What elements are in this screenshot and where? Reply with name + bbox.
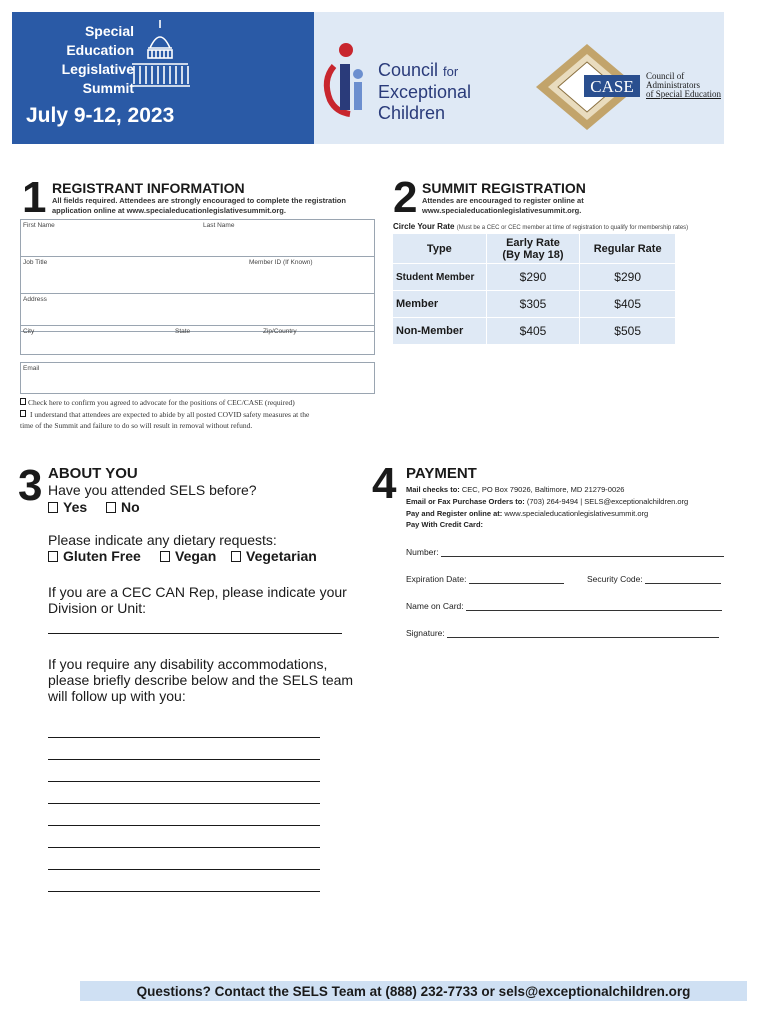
advocacy-checkbox[interactable] [20, 397, 370, 408]
rate-table [392, 233, 676, 345]
mail-checks-line [406, 484, 624, 495]
question-line: please briefly describe below and the SELS team [48, 672, 354, 688]
regular-rate[interactable]: $405 [580, 291, 676, 318]
column-header: Type [393, 234, 487, 264]
answer-line[interactable] [48, 891, 320, 892]
checkbox-label: Check here to confirm you agreed to advocate for the positions of CEC/CASE (required) [28, 398, 295, 407]
answer-line[interactable] [48, 737, 320, 738]
checkbox-icon[interactable] [160, 551, 170, 562]
question-line: If you require any disability accommodations, [48, 656, 328, 672]
field-label: Job Title [23, 259, 48, 266]
table-row[interactable] [393, 264, 676, 291]
option-label: Yes [63, 499, 88, 515]
circle-rate-title: Circle Your Rate [393, 222, 455, 231]
summit-title-line: Special [84, 23, 134, 39]
section-title: PAYMENT [406, 465, 477, 482]
field-label: Address [23, 296, 47, 303]
section-number: 2 [393, 173, 418, 222]
credit-card-heading [406, 519, 483, 530]
column-header [486, 234, 580, 264]
case-abbr: CASE [590, 77, 634, 96]
option-label: No [121, 499, 140, 515]
section-number: 1 [22, 173, 47, 222]
name-on-card-field[interactable] [406, 601, 722, 611]
circle-rate-label [393, 222, 688, 231]
field-label: Number: [406, 547, 439, 557]
question-accommodations [48, 656, 353, 704]
checkbox-icon[interactable] [20, 398, 26, 405]
section-number: 3 [18, 461, 43, 510]
checkbox-label: I understand that attendees are expected to abide by all posted COVID safety measures at the [30, 410, 310, 419]
cec-line-small: for [443, 64, 459, 79]
security-code-line[interactable] [645, 575, 721, 584]
early-rate[interactable]: $405 [486, 318, 580, 345]
email-row [20, 362, 375, 394]
section-title: ABOUT YOU [48, 465, 138, 482]
vegan-checkbox[interactable] [160, 548, 216, 564]
early-rate[interactable]: $290 [486, 264, 580, 291]
section-subtitle-line: All fields required. Attendees are strongly encouraged to complete the registration [52, 196, 346, 205]
section-title: REGISTRANT INFORMATION [52, 180, 245, 196]
answer-line[interactable] [48, 803, 320, 804]
case-logo-icon [534, 42, 640, 132]
case-line: Council of [646, 71, 685, 81]
field-label: Member ID (If Known) [249, 259, 313, 266]
question-line: If you are a CEC CAN Rep, please indicate your [48, 584, 347, 600]
yes-checkbox[interactable] [48, 499, 87, 515]
field-label: Zip/Country [263, 328, 297, 335]
pay-label: Email or Fax Purchase Orders to: [406, 497, 525, 506]
cec-logo-icon [316, 40, 376, 120]
summit-title-line: Education [66, 42, 134, 58]
field-label: Last Name [203, 222, 235, 229]
question-can-rep [48, 584, 347, 616]
expiration-line[interactable] [469, 575, 564, 584]
name-input[interactable] [21, 220, 374, 256]
case-line: of Special Education [646, 89, 721, 99]
security-code-field[interactable] [587, 574, 721, 584]
section-subtitle-line: application online at www.specialeducationlegislativesummit.org. [52, 206, 286, 215]
no-checkbox[interactable] [106, 499, 140, 515]
cec-line: Exceptional [378, 82, 472, 102]
column-header: Regular Rate [580, 234, 676, 264]
question-dietary: Please indicate any dietary requests: [48, 532, 277, 548]
table-row[interactable] [393, 291, 676, 318]
card-number-line[interactable] [441, 548, 724, 557]
checkbox-icon[interactable] [231, 551, 241, 562]
option-label: Gluten Free [63, 548, 141, 564]
city-row [20, 325, 375, 355]
section-number: 4 [372, 459, 397, 508]
vegetarian-checkbox[interactable] [231, 548, 317, 564]
footer-contact: Questions? Contact the SELS Team at (888) 232-7733 or sels@exceptionalchildren.org [80, 981, 747, 1001]
field-label: Expiration Date: [406, 574, 467, 584]
division-answer-line[interactable] [48, 633, 342, 634]
option-label: Vegetarian [246, 548, 317, 564]
case-line: Administrators [646, 80, 700, 90]
checkbox-icon[interactable] [20, 410, 26, 417]
column-header-line: (By May 18) [502, 248, 564, 261]
cec-line: Council [378, 60, 439, 80]
pay-value: CEC, PO Box 79026, Baltimore, MD 21279-0026 [461, 485, 625, 494]
online-line [406, 508, 648, 519]
expiration-field[interactable] [406, 574, 564, 584]
pay-label: Pay and Register online at: [406, 509, 503, 518]
option-label: Vegan [175, 548, 217, 564]
covid-checkbox[interactable] [20, 409, 370, 431]
card-number-field[interactable] [406, 547, 724, 557]
question-line: Division or Unit: [48, 600, 147, 616]
question-line: will follow up with you: [48, 688, 186, 704]
cec-line: Children [378, 103, 446, 123]
column-header-line: Early Rate [506, 236, 560, 249]
section-subtitle-line: www.specialeducationlegislativesummit.org. [422, 206, 582, 215]
field-label: First Name [23, 222, 55, 229]
rate-type: Member [393, 291, 487, 318]
answer-line[interactable] [48, 825, 320, 826]
pay-value: (703) 264-9494 | SELS@exceptionalchildren.org [526, 497, 689, 506]
job-title-input[interactable] [21, 257, 374, 293]
circle-rate-note: (Must be a CEC or CEC member at time of registration to qualify for membership rates) [456, 225, 689, 231]
pay-label: Mail checks to: [406, 485, 460, 494]
answer-line[interactable] [48, 781, 320, 782]
answer-line[interactable] [48, 847, 320, 848]
checkbox-icon[interactable] [48, 551, 58, 562]
registrant-form [20, 219, 375, 332]
field-label: State [175, 328, 191, 335]
email-field[interactable] [21, 363, 374, 393]
regular-rate[interactable]: $505 [580, 318, 676, 345]
signature-line[interactable] [447, 629, 719, 638]
signature-field[interactable] [406, 628, 719, 638]
field-label: Signature: [406, 628, 445, 638]
summit-title [18, 22, 134, 98]
field-label: Security Code: [587, 574, 643, 584]
summit-title-line: Legislative [61, 61, 134, 77]
question-attended: Have you attended SELS before? [48, 482, 257, 498]
field-label: Name on Card: [406, 601, 464, 611]
summit-date: July 9-12, 2023 [26, 104, 175, 127]
checkbox-icon[interactable] [106, 502, 116, 513]
form-row [21, 257, 374, 294]
case-wordmark [646, 72, 721, 99]
answer-line[interactable] [48, 869, 320, 870]
answer-line[interactable] [48, 759, 320, 760]
pay-label: Pay With Credit Card: [406, 520, 484, 529]
section-title: SUMMIT REGISTRATION [422, 180, 586, 196]
checkbox-icon[interactable] [48, 502, 58, 513]
field-label: City [23, 328, 35, 335]
city-input[interactable] [21, 326, 374, 354]
regular-rate[interactable]: $290 [580, 264, 676, 291]
section-subtitle-line: Attendes are encouraged to register online at [422, 196, 584, 205]
capitol-icon [128, 18, 192, 96]
field-label: Email [23, 365, 40, 372]
cec-wordmark [378, 60, 471, 124]
section-subtitle [52, 196, 346, 216]
pay-value: www.specialeducationlegislativesummit.org [504, 509, 649, 518]
gluten-free-checkbox[interactable] [48, 548, 141, 564]
table-header-row [393, 234, 676, 264]
table-row[interactable] [393, 318, 676, 345]
summit-title-line: Summit [82, 80, 134, 96]
name-on-card-line[interactable] [466, 602, 722, 611]
early-rate[interactable]: $305 [486, 291, 580, 318]
section-subtitle [422, 196, 584, 216]
checkbox-label: time of the Summit and failure to do so will result in removal without refund. [20, 421, 253, 430]
email-fax-line [406, 496, 688, 507]
rate-type: Non-Member [393, 318, 487, 345]
rate-type: Student Member [393, 264, 487, 291]
form-row [21, 220, 374, 257]
